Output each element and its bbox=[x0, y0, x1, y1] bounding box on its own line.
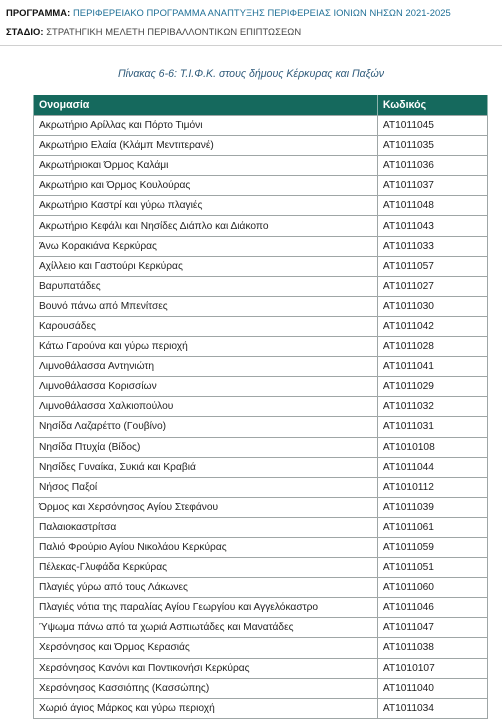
table-row bbox=[34, 276, 488, 296]
table-row bbox=[34, 156, 488, 176]
program-line bbox=[6, 3, 496, 22]
site-code-cell: AT1011039 bbox=[377, 497, 487, 517]
site-code-cell: AT1011038 bbox=[377, 638, 487, 658]
site-name-cell: Νησίδες Γυναίκα, Συκιά και Κραβιά bbox=[34, 457, 378, 477]
site-name-cell: Ακρωτήριοκαι Όρμος Καλάμι bbox=[34, 156, 378, 176]
site-code-cell: AT1011047 bbox=[377, 618, 487, 638]
site-code-cell: AT1011060 bbox=[377, 578, 487, 598]
table-row bbox=[34, 477, 488, 497]
table-row bbox=[34, 598, 488, 618]
site-code-cell: AT1011044 bbox=[377, 457, 487, 477]
site-code-cell: AT1011040 bbox=[377, 678, 487, 698]
site-name-cell: Ακρωτήριο και Όρμος Κουλούρας bbox=[34, 176, 378, 196]
column-header-code: Κωδικός bbox=[377, 95, 487, 116]
site-name-cell: Χερσόνησος και Όρμος Κερασιάς bbox=[34, 638, 378, 658]
site-name-cell: Ύψωμα πάνω από τα χωριά Ασπιωτάδες και Μανατάδες bbox=[34, 618, 378, 638]
site-name-cell: Χερσόνησος Κασσιόπης (Κασσώπης) bbox=[34, 678, 378, 698]
table-row bbox=[34, 397, 488, 417]
site-name-cell: Ακρωτήριο Ελαία (Κλάμπ Μεντιτερανέ) bbox=[34, 136, 378, 156]
site-code-cell: AT1011061 bbox=[377, 517, 487, 537]
table-row bbox=[34, 638, 488, 658]
site-name-cell: Όρμος και Χερσόνησος Αγίου Στεφάνου bbox=[34, 497, 378, 517]
site-name-cell: Καρουσάδες bbox=[34, 316, 378, 336]
table-row bbox=[34, 618, 488, 638]
site-name-cell: Πέλεκας-Γλυφάδα Κερκύρας bbox=[34, 558, 378, 578]
site-name-cell: Ακρωτήριο Αρίλλας και Πόρτο Τιμόνι bbox=[34, 116, 378, 136]
site-code-cell: AT1010108 bbox=[377, 437, 487, 457]
stage-value: ΣΤΡΑΤΗΓΙΚΗ ΜΕΛΕΤΗ ΠΕΡΙΒΑΛΛΟΝΤΙΚΩΝ ΕΠΙΠΤΩΣΕΩΝ bbox=[46, 26, 302, 37]
table-row bbox=[34, 457, 488, 477]
site-name-cell: Λιμνοθάλασσα Χαλκιοπούλου bbox=[34, 397, 378, 417]
header-divider bbox=[0, 45, 502, 46]
site-name-cell: Ακρωτήριο Καστρί και γύρω πλαγιές bbox=[34, 196, 378, 216]
table-row bbox=[34, 136, 488, 156]
site-code-cell: AT1011034 bbox=[377, 698, 487, 718]
site-code-cell: AT1011027 bbox=[377, 276, 487, 296]
table-row bbox=[34, 437, 488, 457]
site-code-cell: AT1011028 bbox=[377, 337, 487, 357]
table-row bbox=[34, 176, 488, 196]
site-code-cell: AT1011041 bbox=[377, 357, 487, 377]
program-value: ΠΕΡΙΦΕΡΕΙΑΚΟ ΠΡΟΓΡΑΜΜΑ ΑΝΑΠΤΥΞΗΣ ΠΕΡΙΦΕΡΕΙΑΣ ΙΟΝΙΩΝ ΝΗΣΩΝ 2021-2025 bbox=[72, 7, 451, 18]
program-label: ΠΡΟΓΡΑΜΜΑ bbox=[6, 7, 68, 18]
site-code-cell: AT1011045 bbox=[377, 116, 487, 136]
site-code-cell: AT1010107 bbox=[377, 658, 487, 678]
table-header-row bbox=[34, 95, 488, 116]
site-name-cell: Βαρυπατάδες bbox=[34, 276, 378, 296]
site-code-cell: AT1011042 bbox=[377, 316, 487, 336]
site-name-cell: Βουνό πάνω από Μπενίτσες bbox=[34, 296, 378, 316]
site-name-cell: Άνω Κορακιάνα Κερκύρας bbox=[34, 236, 378, 256]
table-row bbox=[34, 558, 488, 578]
table-caption: Πίνακας 6-6: Τ.Ι.Φ.Κ. στους δήμους Κέρκυρας και Παξών bbox=[118, 68, 384, 80]
site-name-cell: Λιμνοθάλασσα Αντηνιώτη bbox=[34, 357, 378, 377]
site-name-cell: Πλαγιές νότια της παραλίας Αγίου Γεωργίου και Αγγελόκαστρο bbox=[34, 598, 378, 618]
table-row bbox=[34, 377, 488, 397]
table-row bbox=[34, 296, 488, 316]
table-row bbox=[34, 256, 488, 276]
table-row bbox=[34, 337, 488, 357]
table-row bbox=[34, 678, 488, 698]
site-code-cell: AT1011051 bbox=[377, 558, 487, 578]
table-row bbox=[34, 357, 488, 377]
site-code-cell: AT1011036 bbox=[377, 156, 487, 176]
site-name-cell: Νησίδα Πτυχία (Βίδος) bbox=[34, 437, 378, 457]
table-row bbox=[34, 216, 488, 236]
site-code-cell: AT1011057 bbox=[377, 256, 487, 276]
program-separator: : bbox=[67, 7, 73, 18]
stage-label: ΣΤΑΔΙΟ bbox=[6, 26, 41, 37]
table-row bbox=[34, 236, 488, 256]
site-code-cell: AT1011031 bbox=[377, 417, 487, 437]
table-body bbox=[34, 116, 488, 719]
site-code-cell: AT1011032 bbox=[377, 397, 487, 417]
table-row bbox=[34, 698, 488, 718]
document-header bbox=[6, 3, 496, 41]
site-code-cell: AT1011037 bbox=[377, 176, 487, 196]
site-code-cell: AT1011043 bbox=[377, 216, 487, 236]
site-name-cell: Πλαγιές γύρω από τους Λάκωνες bbox=[34, 578, 378, 598]
site-code-cell: AT1011059 bbox=[377, 537, 487, 557]
table-row bbox=[34, 196, 488, 216]
site-name-cell: Χερσόνησος Κανόνι και Ποντικονήσι Κερκύρας bbox=[34, 658, 378, 678]
table-row bbox=[34, 517, 488, 537]
site-name-cell: Νησίδα Λαζαρέττο (Γουβίνο) bbox=[34, 417, 378, 437]
site-code-cell: AT1011030 bbox=[377, 296, 487, 316]
column-header-name: Ονομασία bbox=[34, 95, 378, 116]
site-code-cell: AT1010112 bbox=[377, 477, 487, 497]
table-row bbox=[34, 537, 488, 557]
table-row bbox=[34, 316, 488, 336]
site-name-cell: Νήσος Παξοί bbox=[34, 477, 378, 497]
site-name-cell: Παλαιοκαστρίτσα bbox=[34, 517, 378, 537]
site-code-cell: AT1011035 bbox=[377, 136, 487, 156]
site-code-cell: AT1011048 bbox=[377, 196, 487, 216]
site-code-cell: AT1011029 bbox=[377, 377, 487, 397]
site-name-cell: Λιμνοθάλασσα Κορισσίων bbox=[34, 377, 378, 397]
stage-separator: : bbox=[40, 26, 47, 37]
sites-table bbox=[33, 95, 488, 719]
site-name-cell: Χωριό άγιος Μάρκος και γύρω περιοχή bbox=[34, 698, 378, 718]
table-row bbox=[34, 417, 488, 437]
table-row bbox=[34, 658, 488, 678]
table-row bbox=[34, 578, 488, 598]
site-code-cell: AT1011046 bbox=[377, 598, 487, 618]
table-row bbox=[34, 116, 488, 136]
site-name-cell: Αχίλλειο και Γαστούρι Κερκύρας bbox=[34, 256, 378, 276]
table-row bbox=[34, 497, 488, 517]
stage-line bbox=[6, 22, 496, 41]
site-name-cell: Ακρωτήριο Κεφάλι και Νησίδες Διάπλο και Διάκοπο bbox=[34, 216, 378, 236]
site-name-cell: Παλιό Φρούριο Αγίου Νικολάου Κερκύρας bbox=[34, 537, 378, 557]
site-name-cell: Κάτω Γαρούνα και γύρω περιοχή bbox=[34, 337, 378, 357]
site-code-cell: AT1011033 bbox=[377, 236, 487, 256]
